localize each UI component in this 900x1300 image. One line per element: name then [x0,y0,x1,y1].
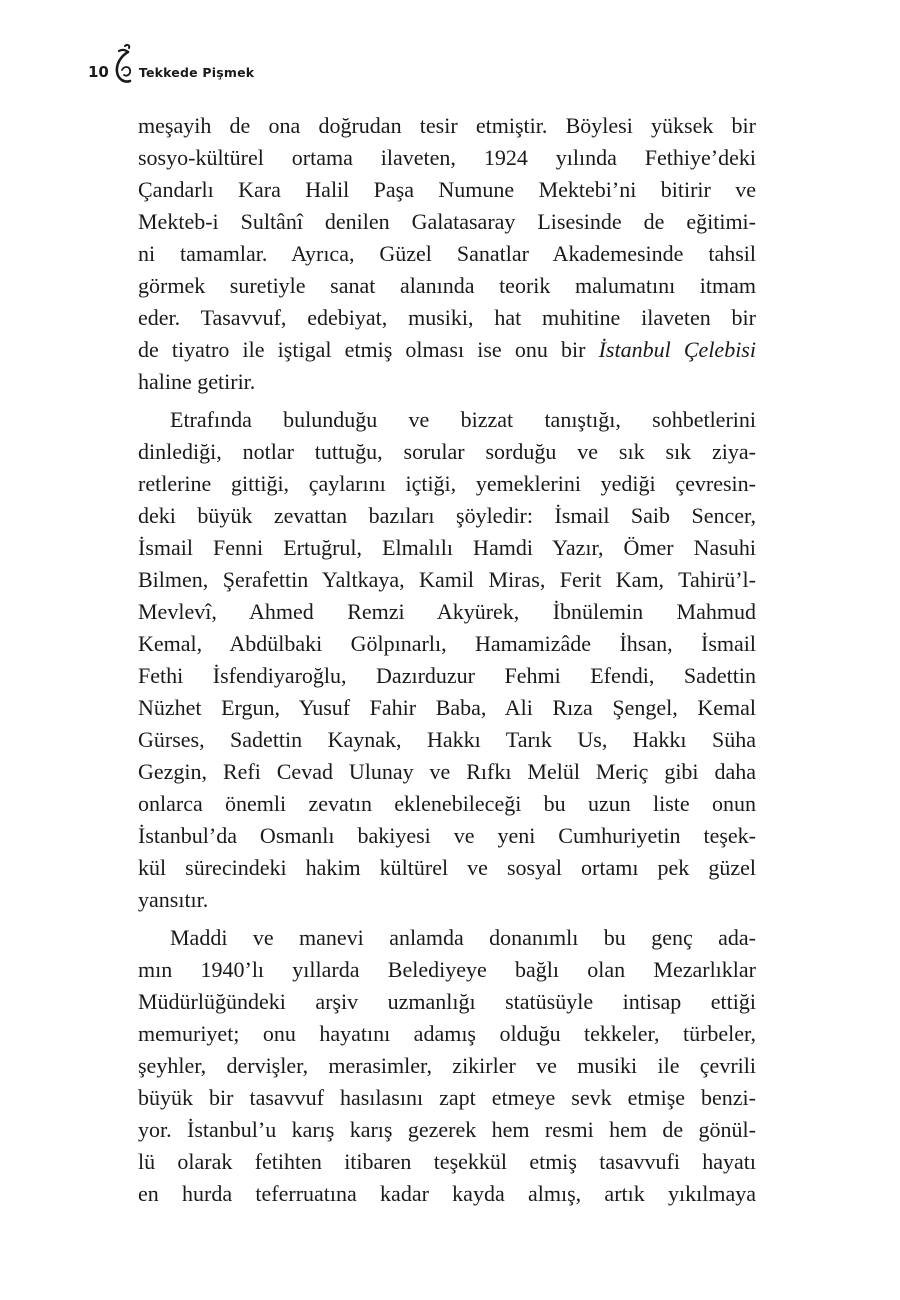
text-line: Bilmen, Şerafettin Yaltkaya, Kamil Miras, Ferit Kam, Tahirü’l- [138,567,756,592]
text-line: kül sürecindeki hakim kültürel ve sosyal ortamı pek güzel [138,855,756,880]
text-line: lü olarak fetihten itibaren teşekkül etmiş tasavvufi hayatı [138,1149,756,1174]
text-line: İsmail Fenni Ertuğrul, Elmalılı Hamdi Yazır, Ömer Nasuhi [138,535,756,560]
paragraph-1 [138,110,756,398]
text-run: de tiyatro ile iştigal etmiş olması ise onu bir [138,337,599,362]
running-title: Tekkede Pişmek [138,64,255,80]
text-line: Müdürlüğündeki arşiv uzmanlığı statüsüyle intisap ettiği [138,989,756,1014]
text-line: İstanbul’da Osmanlı bakiyesi ve yeni Cumhuriyetin teşek- [138,823,756,848]
text-line: meşayih de ona doğrudan tesir etmiştir. Böylesi yüksek bir [138,113,756,138]
paragraph-2 [138,404,756,916]
running-header [88,36,254,86]
page-number: 10 [88,63,109,81]
text-line: Fethi İsfendiyaroğlu, Dazırduzur Fehmi Efendi, Sadettin [138,663,756,688]
text-line: Çandarlı Kara Halil Paşa Numune Mektebi’ni bitirir ve [138,177,756,202]
text-line: Gezgin, Refi Cevad Ulunay ve Rıfkı Melül Meriç gibi daha [138,759,756,784]
text-line: sosyo-kültürel ortama ilaveten, 1924 yılında Fethiye’deki [138,145,756,170]
paragraph-3 [138,922,756,1210]
text-line: retlerine gittiği, çaylarını içtiği, yemeklerini yediği çevresin- [138,471,756,496]
text-line: eder. Tasavvuf, edebiyat, musiki, hat muhitine ilaveten bir [138,305,756,330]
text-line: haline getirir. [138,369,256,394]
text-line: Etrafında bulunduğu ve bizzat tanıştığı, sohbetlerini [170,407,756,432]
text-line: en hurda teferruatına kadar kayda almış, artık yıkılmaya [138,1181,756,1206]
text-line: mın 1940’lı yıllarda Belediyeye bağlı olan Mezarlıklar [138,957,756,982]
text-line: memuriyet; onu hayatını adamış olduğu tekkeler, türbeler, [138,1021,756,1046]
calligraphic-ornament-icon [111,42,137,86]
text-line: Gürses, Sadettin Kaynak, Hakkı Tarık Us, Hakkı Süha [138,727,756,752]
text-line: onlarca önemli zevatın eklenebileceği bu uzun liste onun [138,791,756,816]
text-line [138,334,756,366]
text-line: deki büyük zevattan bazıları şöyledir: İsmail Saib Sencer, [138,503,756,528]
text-line: yor. İstanbul’u karış karış gezerek hem resmi hem de gönül- [138,1117,756,1142]
text-line: yansıtır. [138,887,209,912]
body-text [138,110,756,1210]
text-line: ni tamamlar. Ayrıca, Güzel Sanatlar Akademesinde tahsil [138,241,756,266]
text-line: Mevlevî, Ahmed Remzi Akyürek, İbnülemin Mahmud [138,599,756,624]
text-line: Maddi ve manevi anlamda donanımlı bu genç ada- [170,925,756,950]
text-line: Kemal, Abdülbaki Gölpınarlı, Hamamizâde İhsan, İsmail [138,631,756,656]
text-line: dinlediği, notlar tuttuğu, sorular sorduğu ve sık sık ziya- [138,439,756,464]
text-line: şeyhler, dervişler, merasimler, zikirler ve musiki ile çevrili [138,1053,756,1078]
text-line: büyük bir tasavvuf hasılasını zapt etmeye sevk etmişe benzi- [138,1085,756,1110]
text-line: Mekteb-i Sultânî denilen Galatasaray Lisesinde de eğitimi- [138,209,756,234]
text-line: görmek suretiyle sanat alanında teorik malumatını itmam [138,273,756,298]
text-line: Nüzhet Ergun, Yusuf Fahir Baba, Ali Rıza Şengel, Kemal [138,695,756,720]
italic-phrase: İstanbul Çelebisi [598,337,756,362]
